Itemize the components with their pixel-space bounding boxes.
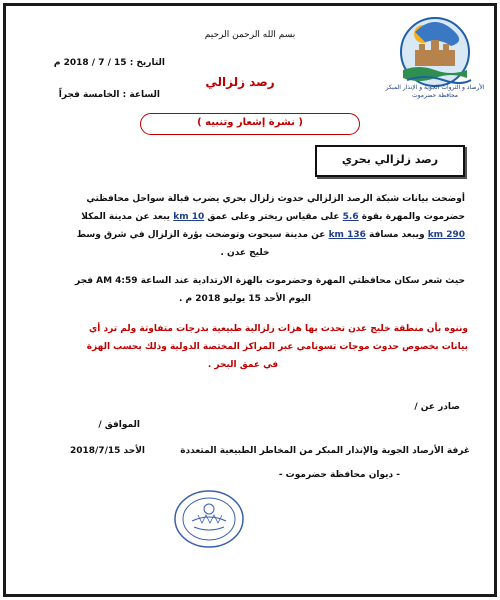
distance-mukalla-value: 290 km: [427, 230, 465, 240]
approved-label: الموافق /: [98, 420, 140, 430]
p1-line2: [25, 208, 465, 226]
time-label: الساعة : الخامسة فجراً: [58, 90, 160, 100]
p1-line2-part2: على مقياس ريختر وعلى عمق: [207, 212, 340, 222]
stamp-icon: [170, 487, 248, 557]
title-subtitle: ( نشرة إشعار وتنبيه ): [197, 117, 303, 128]
p1-line2-part3: يبعد عن مدينة المكلا: [81, 212, 171, 222]
approved-date: الأحد 2018/7/15: [69, 446, 145, 456]
official-stamp: [170, 487, 248, 557]
p3-line1: وننوه بأن منطقة خليج عدن تحدث بها هزات زلزالية طبيعية بدرجات متفاوتة ولم ترد أي: [89, 324, 468, 334]
magnitude-value: 5.6: [342, 212, 359, 222]
p2-line2: اليوم الأحد 15 يوليو 2018 م .: [179, 294, 311, 304]
p3-line2: بيانات بخصوص حدوث موجات تسونامي عبر المراكز المختصة الدولية وذلك بحسب الهزة: [86, 342, 468, 352]
paragraph-3: [18, 320, 468, 374]
distance-sayhut-value: 136 km: [328, 230, 366, 240]
depth-value: 10 km: [173, 212, 205, 222]
quake-type-label: رصد زلزالي بحري: [341, 153, 439, 166]
p2-line1: حيث شعر سكان محافظتي المهرة وحضرموت بالهزة الارتدادية عند الساعة 4:59 AM فجر: [74, 276, 465, 286]
p1-line1: أوضحت بيانات شبكة الرصد الزلزالي حدوث زلزال بحري يضرب قبالة سواحل محافظتي: [86, 194, 465, 204]
issuer-line1: غرفة الأرصاد الجوية والإنذار المبكر من المخاطر الطبيعية المتعددة: [180, 446, 470, 456]
date-label: التاريخ : 15 / 7 / 2018 م: [53, 58, 165, 68]
logo-org-line2: محافظة حضرموت: [411, 92, 458, 99]
p1-line2-part1: حضرموت والمهرة بقوة: [361, 212, 465, 222]
paragraph-1: [25, 190, 465, 262]
p1-line3: [25, 226, 465, 244]
issued-by-label: صادر عن /: [414, 402, 460, 412]
logo-org-line1: الأرصاد و الثروات الجوية و الإنذار المبكر: [385, 84, 485, 91]
p1-line4: خليج عدن .: [220, 248, 270, 258]
p3-line3: في عمق البحر .: [207, 360, 279, 370]
paragraph-2: [25, 272, 465, 308]
issuer-line2: - ديوان محافظة حضرموت -: [278, 470, 400, 480]
basmala: بسم الله الرحمن الرحيم: [204, 30, 296, 40]
title-main: رصد زلزالي: [205, 75, 275, 89]
p1-line3-part1: ويبعد مسافة: [369, 230, 425, 240]
logo-caption: [385, 84, 485, 100]
p1-line3-part2: عن مدينة سيحوت وتوضحت بؤرة الزلزال في شرق وسط: [76, 230, 326, 240]
